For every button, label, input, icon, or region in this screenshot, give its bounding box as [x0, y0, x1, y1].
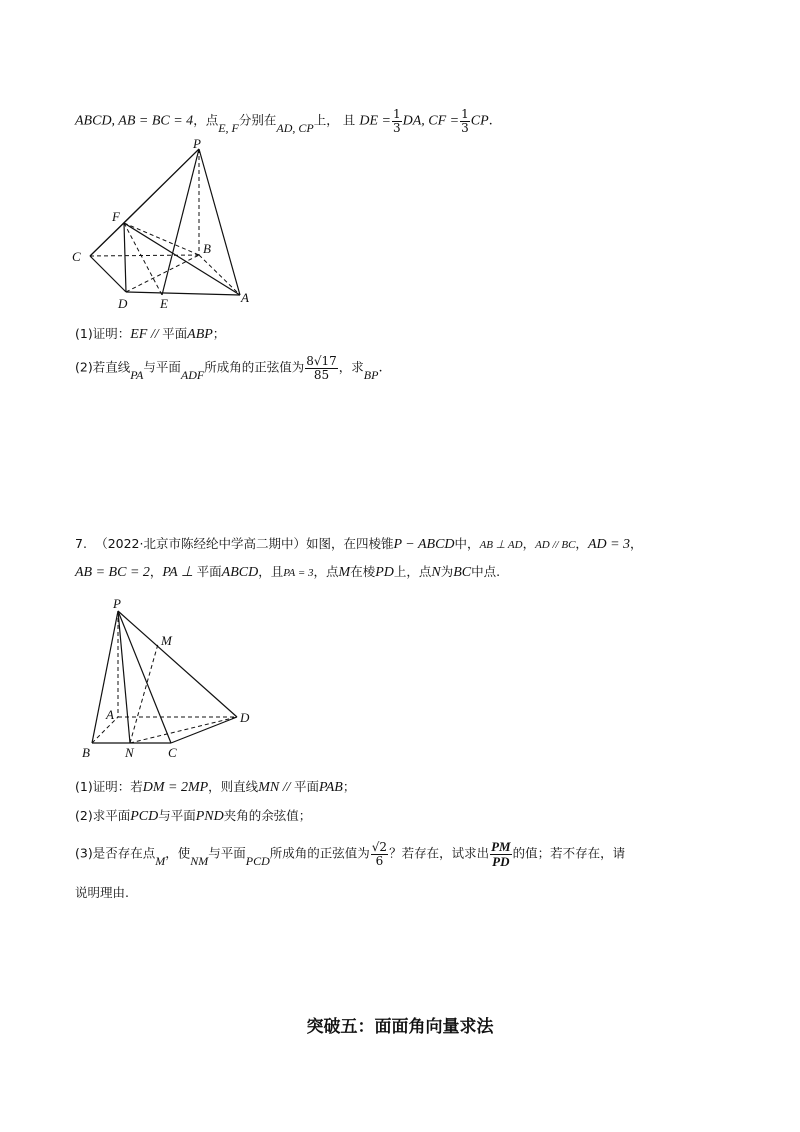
p6-cond: ABCD, AB = BC = 4	[75, 113, 194, 129]
q-text: 的值；若不存在，请	[512, 845, 626, 861]
q-text: 求平面	[92, 808, 131, 823]
p7-frac-ratio	[490, 840, 512, 868]
q-expr: M	[155, 853, 166, 868]
p7-expr: PD	[375, 565, 394, 580]
p7-number: 7.	[75, 536, 87, 551]
edge-pn	[118, 611, 130, 743]
frac-den: 85	[313, 367, 330, 382]
edge-nm	[130, 644, 158, 743]
q-text: 证明：	[92, 326, 131, 341]
q-text: 若直线	[92, 359, 131, 375]
p6-frac-1	[392, 108, 402, 134]
q-num: (1)	[75, 779, 93, 794]
p7-expr: M	[338, 565, 351, 580]
q-expr: MN //	[258, 780, 294, 795]
p6-cp: CP	[470, 113, 489, 129]
label-p: P	[113, 596, 121, 611]
p6-question-1	[75, 324, 225, 343]
q-num: (1)	[75, 326, 93, 341]
frac-num: PM	[491, 839, 511, 854]
p7-frac-sine	[371, 841, 388, 867]
p6-text: ，点	[193, 112, 219, 128]
q-expr: EF //	[130, 327, 163, 342]
q-text: .	[378, 360, 383, 376]
p7-text: ，且	[258, 564, 284, 579]
q-text: 平面	[162, 326, 188, 341]
q-text: 与平面	[143, 359, 181, 375]
p7-expr: N	[431, 565, 441, 580]
q-expr: NM	[190, 853, 209, 868]
q-text: ？若存在，试求出	[389, 845, 490, 861]
label-m: M	[161, 633, 172, 648]
p6-text: 分别在	[238, 112, 277, 128]
p7-line-1	[75, 534, 643, 553]
q-text: 与平面	[208, 845, 246, 861]
p7-expr: P − ABCD	[393, 537, 455, 552]
frac-num: 1	[392, 107, 401, 121]
q-text: 证明：若	[92, 779, 143, 794]
q-text: 平面	[293, 779, 319, 794]
p7-pyramid-figure	[75, 595, 265, 765]
edge-db	[126, 255, 199, 292]
edge-fd	[124, 223, 126, 292]
q-text: ；	[212, 326, 226, 341]
p7-question-3-line-2: 说明理由.	[75, 885, 129, 900]
p7-text: 中点.	[471, 564, 501, 579]
q-text: ，使	[165, 845, 191, 861]
q-text: 夹角的余弦值；	[223, 808, 312, 823]
label-n: N	[125, 745, 134, 760]
edge-pd	[118, 611, 237, 717]
p6-frac-sine	[305, 355, 338, 381]
edge-fe	[124, 223, 162, 295]
label-b: B	[203, 241, 211, 256]
edge-fb	[124, 223, 199, 255]
label-d: D	[240, 710, 250, 725]
q-text: 所成角的正弦值为	[269, 845, 370, 861]
p6-period: .	[488, 113, 493, 129]
section-title: 突破五：面面角向量求法	[306, 1017, 494, 1037]
q-expr: ABP	[187, 327, 213, 342]
edge-da	[126, 292, 240, 295]
p7-text: 在棱	[350, 564, 376, 579]
label-c: C	[72, 249, 81, 264]
p6-segments: AD, CP	[276, 120, 314, 135]
q-expr: PCD	[130, 809, 159, 824]
q-expr: DM = 2MP	[142, 780, 209, 795]
p6-pyramid-figure	[60, 135, 270, 315]
frac-den: 6	[375, 853, 384, 868]
label-c: C	[168, 745, 177, 760]
p6-text: 上， 且	[313, 112, 356, 128]
p7-question-3	[75, 840, 625, 868]
p7-text: 上，点	[393, 564, 432, 579]
p7-question-1	[75, 777, 355, 796]
p7-expr: AD = 3	[587, 537, 631, 552]
q-expr: PND	[195, 809, 224, 824]
label-b: B	[82, 745, 90, 760]
q-num: (3)	[75, 845, 93, 861]
p7-expr: BC	[453, 565, 472, 580]
q-expr: ADF	[180, 367, 205, 382]
edge-nd	[130, 717, 237, 743]
q-text: ，则直线	[208, 779, 259, 794]
label-d: D	[118, 296, 128, 311]
edge-cd	[171, 717, 237, 743]
p7-text: ，	[630, 536, 643, 551]
edge-pb	[92, 611, 118, 743]
p7-expr: PA ⊥	[162, 565, 197, 580]
edge-cb	[90, 255, 199, 256]
q-text: ；	[342, 779, 356, 794]
p6-da: DA, CF =	[402, 113, 460, 129]
p6-condition-line	[75, 108, 493, 134]
edge-ep	[162, 149, 199, 295]
q-text: 所成角的正弦值为	[204, 359, 305, 375]
p7-text: ，	[149, 564, 163, 579]
p6-question-2	[75, 355, 383, 381]
q-expr: PCD	[245, 853, 270, 868]
p6-frac-2	[460, 108, 470, 134]
frac-num: 8√17	[306, 354, 337, 368]
q-text: 与平面	[158, 808, 196, 823]
label-e: E	[160, 296, 168, 311]
p7-source: （2022·北京市陈经纶中学高二期中）如图，在四棱锥	[95, 536, 394, 551]
edge-pc	[118, 611, 171, 743]
q-expr: BP	[363, 367, 379, 382]
p7-text: 为	[440, 564, 454, 579]
p7-expr: AB = BC = 2	[75, 565, 150, 580]
q-num: (2)	[75, 808, 93, 823]
p7-expr: AD // BC	[535, 539, 576, 551]
frac-num: √2	[371, 840, 388, 855]
p6-points: E, F	[218, 120, 239, 135]
label-a: A	[241, 290, 249, 305]
q-expr: PA	[130, 367, 144, 382]
label-p: P	[193, 136, 201, 151]
p7-text: 中，	[454, 536, 480, 551]
frac-den: 3	[461, 120, 469, 135]
frac-den: 3	[392, 120, 401, 135]
frac-den: PD	[492, 853, 510, 869]
p7-text: ，	[575, 536, 588, 551]
p7-expr: AB ⊥ AD	[479, 539, 523, 551]
p7-line-2	[75, 562, 500, 581]
label-f: F	[112, 209, 120, 224]
q-text: ，求	[338, 359, 364, 375]
frac-num: 1	[461, 107, 469, 121]
p7-expr: ABCD	[221, 565, 259, 580]
p7-text: 平面	[196, 564, 222, 579]
label-a: A	[106, 707, 114, 722]
q-num: (2)	[75, 359, 93, 375]
q-expr: PAB	[318, 780, 343, 795]
p7-question-2	[75, 806, 311, 825]
p6-de: DE =	[359, 113, 391, 129]
q-text: 是否存在点	[92, 845, 156, 861]
edge-fp	[124, 149, 199, 223]
p7-expr: PA = 3	[283, 567, 314, 579]
edge-cf	[90, 223, 124, 256]
p7-text: ，点	[313, 564, 339, 579]
p7-text: ，	[522, 536, 536, 551]
edge-cd	[90, 256, 126, 292]
